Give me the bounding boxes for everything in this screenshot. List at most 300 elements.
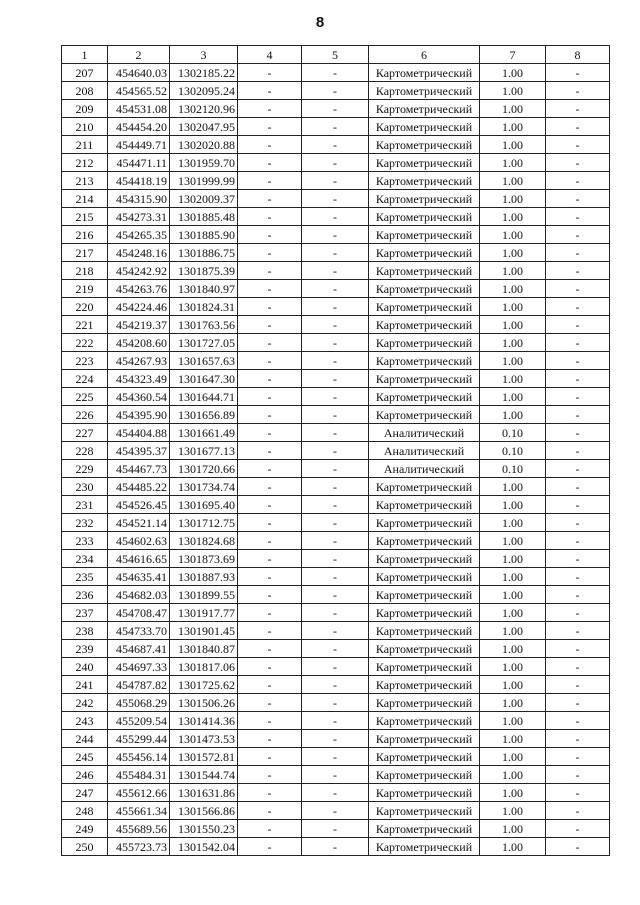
col-5-value-cell: - [302,532,369,550]
method-cell: Картометрический [369,100,480,118]
accuracy-cell: 1.00 [480,766,546,784]
method-cell: Картометрический [369,640,480,658]
y-coordinate-cell: 1301720.66 [170,460,238,478]
accuracy-cell: 0.10 [480,442,546,460]
col-8-value-cell: - [546,568,610,586]
accuracy-cell: 1.00 [480,820,546,838]
x-coordinate-cell: 455661.34 [108,802,170,820]
col-8-value-cell: - [546,514,610,532]
point-number-cell: 219 [62,280,108,298]
col-8-value-cell: - [546,154,610,172]
column-header: 5 [302,46,369,64]
accuracy-cell: 1.00 [480,604,546,622]
x-coordinate-cell: 454531.08 [108,100,170,118]
y-coordinate-cell: 1301887.93 [170,568,238,586]
x-coordinate-cell: 454565.52 [108,82,170,100]
y-coordinate-cell: 1301647.30 [170,370,238,388]
col-5-value-cell: - [302,730,369,748]
column-header: 3 [170,46,238,64]
col-5-value-cell: - [302,262,369,280]
col-5-value-cell: - [302,514,369,532]
col-5-value-cell: - [302,802,369,820]
point-number-cell: 230 [62,478,108,496]
accuracy-cell: 1.00 [480,298,546,316]
col-5-value-cell: - [302,208,369,226]
y-coordinate-cell: 1302185.22 [170,64,238,82]
table-row [62,532,610,550]
x-coordinate-cell: 454787.82 [108,676,170,694]
accuracy-cell: 1.00 [480,784,546,802]
col-5-value-cell: - [302,820,369,838]
x-coordinate-cell: 454395.90 [108,406,170,424]
table-row [62,118,610,136]
col-8-value-cell: - [546,694,610,712]
x-coordinate-cell: 454454.20 [108,118,170,136]
x-coordinate-cell: 455299.44 [108,730,170,748]
y-coordinate-cell: 1301959.70 [170,154,238,172]
col-4-value-cell: - [238,64,302,82]
method-cell: Картометрический [369,604,480,622]
col-5-value-cell: - [302,154,369,172]
accuracy-cell: 1.00 [480,640,546,658]
y-coordinate-cell: 1301644.71 [170,388,238,406]
col-8-value-cell: - [546,64,610,82]
point-number-cell: 226 [62,406,108,424]
x-coordinate-cell: 454471.11 [108,154,170,172]
col-8-value-cell: - [546,586,610,604]
col-4-value-cell: - [238,820,302,838]
col-4-value-cell: - [238,154,302,172]
col-4-value-cell: - [238,460,302,478]
method-cell: Картометрический [369,748,480,766]
point-number-cell: 240 [62,658,108,676]
column-header: 2 [108,46,170,64]
accuracy-cell: 1.00 [480,190,546,208]
y-coordinate-cell: 1301824.68 [170,532,238,550]
method-cell: Аналитический [369,442,480,460]
col-5-value-cell: - [302,118,369,136]
col-5-value-cell: - [302,334,369,352]
point-number-cell: 250 [62,838,108,856]
coordinates-table [61,45,610,856]
col-4-value-cell: - [238,802,302,820]
accuracy-cell: 1.00 [480,262,546,280]
col-8-value-cell: - [546,802,610,820]
x-coordinate-cell: 454708.47 [108,604,170,622]
col-5-value-cell: - [302,586,369,604]
col-8-value-cell: - [546,208,610,226]
x-coordinate-cell: 454418.19 [108,172,170,190]
col-4-value-cell: - [238,442,302,460]
col-4-value-cell: - [238,622,302,640]
method-cell: Картометрический [369,316,480,334]
method-cell: Картометрический [369,118,480,136]
col-5-value-cell: - [302,100,369,118]
method-cell: Картометрический [369,532,480,550]
col-8-value-cell: - [546,334,610,352]
method-cell: Картометрический [369,352,480,370]
table-row [62,82,610,100]
col-8-value-cell: - [546,460,610,478]
col-8-value-cell: - [546,280,610,298]
x-coordinate-cell: 454208.60 [108,334,170,352]
table-row [62,748,610,766]
point-number-cell: 227 [62,424,108,442]
point-number-cell: 224 [62,370,108,388]
x-coordinate-cell: 454526.45 [108,496,170,514]
table-row [62,820,610,838]
table-row [62,496,610,514]
point-number-cell: 209 [62,100,108,118]
table-row [62,478,610,496]
col-5-value-cell: - [302,406,369,424]
method-cell: Картометрический [369,496,480,514]
col-5-value-cell: - [302,82,369,100]
table-row [62,460,610,478]
point-number-cell: 239 [62,640,108,658]
method-cell: Картометрический [369,820,480,838]
y-coordinate-cell: 1301840.97 [170,280,238,298]
col-8-value-cell: - [546,442,610,460]
x-coordinate-cell: 455456.14 [108,748,170,766]
point-number-cell: 225 [62,388,108,406]
table-row [62,136,610,154]
table-row [62,244,610,262]
method-cell: Картометрический [369,388,480,406]
col-8-value-cell: - [546,136,610,154]
point-number-cell: 211 [62,136,108,154]
table-row [62,370,610,388]
x-coordinate-cell: 454360.54 [108,388,170,406]
y-coordinate-cell: 1301817.06 [170,658,238,676]
col-5-value-cell: - [302,172,369,190]
x-coordinate-cell: 455209.54 [108,712,170,730]
x-coordinate-cell: 454697.33 [108,658,170,676]
point-number-cell: 231 [62,496,108,514]
accuracy-cell: 0.10 [480,460,546,478]
y-coordinate-cell: 1301885.48 [170,208,238,226]
col-5-value-cell: - [302,298,369,316]
y-coordinate-cell: 1302020.88 [170,136,238,154]
table-row [62,550,610,568]
col-5-value-cell: - [302,748,369,766]
col-8-value-cell: - [546,766,610,784]
method-cell: Картометрический [369,280,480,298]
col-5-value-cell: - [302,226,369,244]
accuracy-cell: 1.00 [480,406,546,424]
col-4-value-cell: - [238,352,302,370]
col-8-value-cell: - [546,82,610,100]
col-4-value-cell: - [238,550,302,568]
col-8-value-cell: - [546,190,610,208]
col-8-value-cell: - [546,100,610,118]
y-coordinate-cell: 1301917.77 [170,604,238,622]
col-8-value-cell: - [546,388,610,406]
col-4-value-cell: - [238,604,302,622]
method-cell: Картометрический [369,658,480,676]
col-5-value-cell: - [302,676,369,694]
y-coordinate-cell: 1301677.13 [170,442,238,460]
method-cell: Картометрический [369,622,480,640]
col-8-value-cell: - [546,370,610,388]
col-8-value-cell: - [546,172,610,190]
x-coordinate-cell: 454404.88 [108,424,170,442]
x-coordinate-cell: 454687.41 [108,640,170,658]
col-8-value-cell: - [546,316,610,334]
col-4-value-cell: - [238,82,302,100]
col-8-value-cell: - [546,748,610,766]
x-coordinate-cell: 454263.76 [108,280,170,298]
accuracy-cell: 1.00 [480,352,546,370]
col-8-value-cell: - [546,262,610,280]
table-row [62,64,610,82]
col-4-value-cell: - [238,118,302,136]
col-4-value-cell: - [238,766,302,784]
point-number-cell: 243 [62,712,108,730]
x-coordinate-cell: 454682.03 [108,586,170,604]
col-4-value-cell: - [238,838,302,856]
y-coordinate-cell: 1301999.99 [170,172,238,190]
method-cell: Картометрический [369,712,480,730]
table-row [62,442,610,460]
col-5-value-cell: - [302,784,369,802]
method-cell: Картометрический [369,568,480,586]
method-cell: Картометрический [369,514,480,532]
col-4-value-cell: - [238,208,302,226]
table-row [62,640,610,658]
col-5-value-cell: - [302,622,369,640]
method-cell: Картометрический [369,82,480,100]
col-4-value-cell: - [238,136,302,154]
x-coordinate-cell: 454449.71 [108,136,170,154]
method-cell: Аналитический [369,460,480,478]
accuracy-cell: 1.00 [480,712,546,730]
col-8-value-cell: - [546,640,610,658]
col-8-value-cell: - [546,604,610,622]
accuracy-cell: 1.00 [480,280,546,298]
col-4-value-cell: - [238,496,302,514]
point-number-cell: 241 [62,676,108,694]
accuracy-cell: 1.00 [480,532,546,550]
point-number-cell: 216 [62,226,108,244]
y-coordinate-cell: 1301542.04 [170,838,238,856]
col-8-value-cell: - [546,478,610,496]
accuracy-cell: 1.00 [480,226,546,244]
y-coordinate-cell: 1301656.89 [170,406,238,424]
col-8-value-cell: - [546,352,610,370]
table-row [62,208,610,226]
accuracy-cell: 1.00 [480,334,546,352]
y-coordinate-cell: 1301572.81 [170,748,238,766]
point-number-cell: 212 [62,154,108,172]
x-coordinate-cell: 454248.16 [108,244,170,262]
col-4-value-cell: - [238,712,302,730]
table-row [62,712,610,730]
accuracy-cell: 1.00 [480,694,546,712]
point-number-cell: 210 [62,118,108,136]
table-row [62,658,610,676]
col-5-value-cell: - [302,604,369,622]
accuracy-cell: 1.00 [480,82,546,100]
page-number: 8 [315,14,325,31]
accuracy-cell: 1.00 [480,658,546,676]
col-4-value-cell: - [238,334,302,352]
point-number-cell: 214 [62,190,108,208]
col-8-value-cell: - [546,118,610,136]
x-coordinate-cell: 454521.14 [108,514,170,532]
table-row [62,802,610,820]
y-coordinate-cell: 1301824.31 [170,298,238,316]
col-8-value-cell: - [546,244,610,262]
method-cell: Картометрический [369,64,480,82]
x-coordinate-cell: 454267.93 [108,352,170,370]
y-coordinate-cell: 1302009.37 [170,190,238,208]
table-row [62,100,610,118]
col-8-value-cell: - [546,298,610,316]
table-row [62,622,610,640]
col-4-value-cell: - [238,424,302,442]
table-row [62,586,610,604]
x-coordinate-cell: 454395.37 [108,442,170,460]
point-number-cell: 215 [62,208,108,226]
col-4-value-cell: - [238,658,302,676]
table-row [62,262,610,280]
method-cell: Картометрический [369,478,480,496]
accuracy-cell: 1.00 [480,208,546,226]
col-4-value-cell: - [238,478,302,496]
point-number-cell: 234 [62,550,108,568]
x-coordinate-cell: 454273.31 [108,208,170,226]
accuracy-cell: 1.00 [480,100,546,118]
accuracy-cell: 1.00 [480,244,546,262]
col-4-value-cell: - [238,298,302,316]
method-cell: Картометрический [369,370,480,388]
table-row [62,226,610,244]
y-coordinate-cell: 1301763.56 [170,316,238,334]
x-coordinate-cell: 454323.49 [108,370,170,388]
point-number-cell: 221 [62,316,108,334]
y-coordinate-cell: 1301901.45 [170,622,238,640]
method-cell: Картометрический [369,802,480,820]
x-coordinate-cell: 454315.90 [108,190,170,208]
table-row [62,676,610,694]
point-number-cell: 246 [62,766,108,784]
col-8-value-cell: - [546,226,610,244]
table-row [62,766,610,784]
col-4-value-cell: - [238,190,302,208]
y-coordinate-cell: 1301734.74 [170,478,238,496]
col-4-value-cell: - [238,280,302,298]
method-cell: Картометрический [369,730,480,748]
method-cell: Картометрический [369,784,480,802]
method-cell: Картометрический [369,244,480,262]
accuracy-cell: 1.00 [480,586,546,604]
method-cell: Картометрический [369,406,480,424]
method-cell: Картометрический [369,136,480,154]
accuracy-cell: 1.00 [480,64,546,82]
x-coordinate-cell: 454733.70 [108,622,170,640]
method-cell: Картометрический [369,694,480,712]
point-number-cell: 248 [62,802,108,820]
x-coordinate-cell: 454485.22 [108,478,170,496]
accuracy-cell: 1.00 [480,748,546,766]
point-number-cell: 213 [62,172,108,190]
method-cell: Картометрический [369,550,480,568]
point-number-cell: 245 [62,748,108,766]
y-coordinate-cell: 1301873.69 [170,550,238,568]
accuracy-cell: 1.00 [480,154,546,172]
point-number-cell: 228 [62,442,108,460]
x-coordinate-cell: 454640.03 [108,64,170,82]
col-4-value-cell: - [238,406,302,424]
accuracy-cell: 1.00 [480,370,546,388]
point-number-cell: 223 [62,352,108,370]
point-number-cell: 207 [62,64,108,82]
x-coordinate-cell: 454224.46 [108,298,170,316]
table-row [62,730,610,748]
column-header: 8 [546,46,610,64]
accuracy-cell: 1.00 [480,730,546,748]
x-coordinate-cell: 455612.66 [108,784,170,802]
method-cell: Картометрический [369,208,480,226]
table-row [62,190,610,208]
col-5-value-cell: - [302,388,369,406]
y-coordinate-cell: 1301725.62 [170,676,238,694]
col-8-value-cell: - [546,784,610,802]
col-5-value-cell: - [302,694,369,712]
method-cell: Картометрический [369,190,480,208]
y-coordinate-cell: 1301727.05 [170,334,238,352]
point-number-cell: 249 [62,820,108,838]
x-coordinate-cell: 454467.73 [108,460,170,478]
col-8-value-cell: - [546,838,610,856]
accuracy-cell: 1.00 [480,388,546,406]
x-coordinate-cell: 454242.92 [108,262,170,280]
accuracy-cell: 1.00 [480,838,546,856]
col-8-value-cell: - [546,532,610,550]
method-cell: Картометрический [369,586,480,604]
method-cell: Картометрический [369,154,480,172]
col-8-value-cell: - [546,658,610,676]
col-5-value-cell: - [302,424,369,442]
accuracy-cell: 1.00 [480,172,546,190]
x-coordinate-cell: 454616.65 [108,550,170,568]
table-row [62,568,610,586]
table-row [62,424,610,442]
y-coordinate-cell: 1301840.87 [170,640,238,658]
col-5-value-cell: - [302,370,369,388]
col-5-value-cell: - [302,460,369,478]
y-coordinate-cell: 1301886.75 [170,244,238,262]
column-header: 4 [238,46,302,64]
y-coordinate-cell: 1301661.49 [170,424,238,442]
col-8-value-cell: - [546,820,610,838]
x-coordinate-cell: 454602.63 [108,532,170,550]
col-4-value-cell: - [238,226,302,244]
x-coordinate-cell: 455689.56 [108,820,170,838]
table-row [62,280,610,298]
accuracy-cell: 0.10 [480,424,546,442]
col-5-value-cell: - [302,478,369,496]
y-coordinate-cell: 1301473.53 [170,730,238,748]
col-5-value-cell: - [302,64,369,82]
y-coordinate-cell: 1301631.86 [170,784,238,802]
point-number-cell: 238 [62,622,108,640]
method-cell: Картометрический [369,676,480,694]
table-row [62,514,610,532]
point-number-cell: 217 [62,244,108,262]
y-coordinate-cell: 1301506.26 [170,694,238,712]
